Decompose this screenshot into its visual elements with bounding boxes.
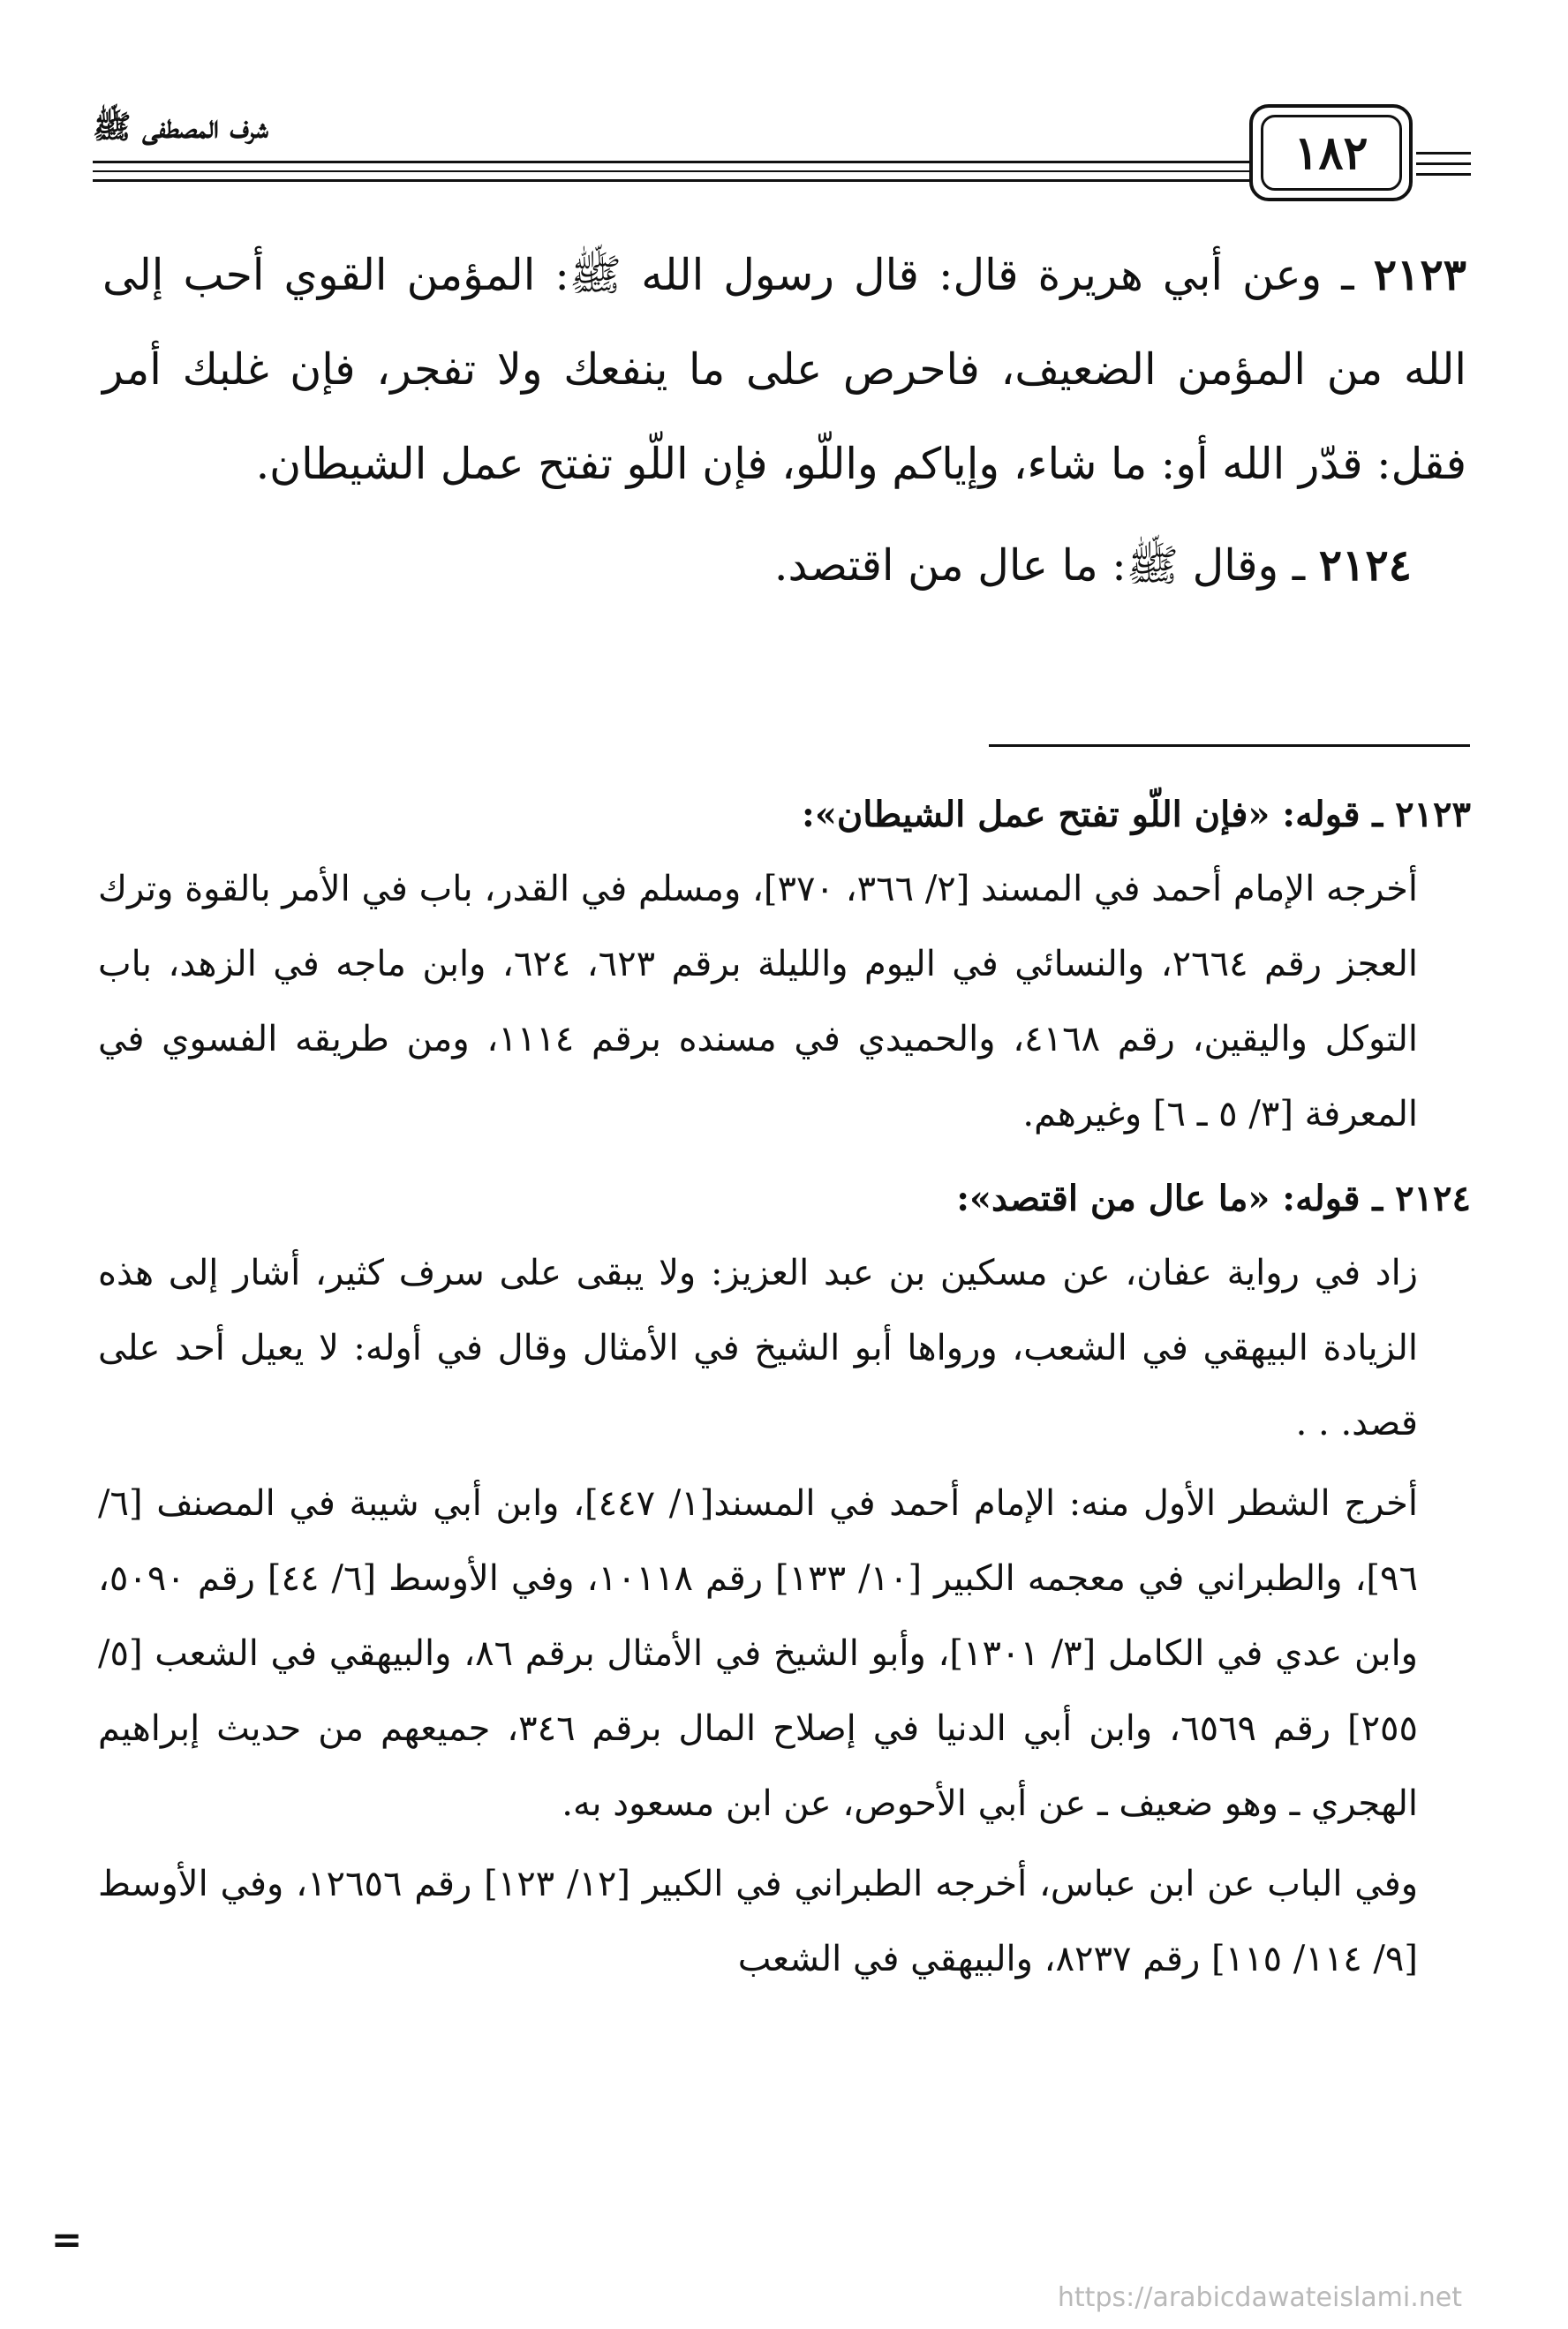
footnote-text: وفي الباب عن ابن عباس، أخرجه الطبراني في الكبير [١٢/ ١٢٣] رقم ١٢٦٥٦، وفي الأوسط [٩/ ١١٤/ ١١٥] رقم ٨٢٣٧، والبيهقي في الشعب: [98, 1864, 1419, 1979]
continuation-mark: =: [51, 2218, 83, 2261]
hadith-paragraph: [102, 228, 1466, 511]
header-rule: [93, 161, 1249, 163]
header-rule: [1416, 152, 1471, 155]
hadith-text: ـ وعن أبي هريرة قال: قال رسول الله ﷺ: المؤمن القوي أحب إلى الله من المؤمن الضعيف، فاحرص على ما ينفعك ولا تفجر، فإن غلبك أمر فقل: قدّر الله أو: ما شاء، وإياكم واللّو، فإن اللّو تفتح عمل الشيطان.: [102, 250, 1466, 489]
hadith-number: ٢١٢٤: [1318, 539, 1412, 591]
hadith-text: ـ وقال ﷺ: ما عال من اقتصد.: [773, 540, 1319, 591]
footnote-text: أخرج الشطر الأول منه: الإمام أحمد في المسند[١/ ٤٤٧]، وابن أبي شيبة في المصنف [٦/ ٩٦]، والطبراني في معجمه الكبير [١٠/ ١٣٣] رقم ١٠١١٨، وفي الأوسط [٦/ ٤٤] رقم ٥٠٩٠، وابن عدي في الكامل [٣/ ١٣٠١]، وأبو الشيخ في الأمثال برقم ٨٦، والبيهقي في الشعب [٥/ ٢٥٥] رقم ٦٥٦٩، وابن أبي الدنيا في إصلاح المال برقم ٣٤٦، جميعهم من حديث إبراهيم الهجري ـ وهو ضعيف ـ عن أبي الأحوص، عن ابن مسعود به.: [98, 1483, 1419, 1824]
page-header: [93, 88, 1470, 194]
page-number: ١٨٢: [1261, 115, 1402, 191]
running-title: شرف المصطفى ﷺ: [93, 109, 268, 146]
header-rule: [1416, 173, 1471, 176]
main-text: [102, 228, 1466, 620]
hadith-paragraph: [102, 518, 1466, 613]
footnote-text: أخرجه الإمام أحمد في المسند [٢/ ٣٦٦، ٣٧٠]، ومسلم في القدر، باب في الأمر بالقوة وترك العجز رقم ٢٦٦٤، والنسائي في اليوم والليلة برقم ٦٢٣، ٦٢٤، وابن ماجه في الزهد، باب التوكل واليقين، رقم ٤١٦٨، والحميدي في مسنده برقم ١١١٤، ومن طريقه الفسوي في المعرفة [٣/ ٥ ـ ٦] وغيرهم.: [98, 869, 1419, 1134]
footnotes: [98, 768, 1471, 2002]
footnote-separator: [989, 744, 1470, 747]
header-rule: [93, 170, 1249, 172]
watermark: https://arabicdawateislami.net: [1057, 2282, 1462, 2313]
hadith-number: ٢١٢٣: [1373, 249, 1466, 300]
footnote-text: زاد في رواية عفان، عن مسكين بن عبد العزيز: ولا يبقى على سرف كثير، أشار إلى هذه الزيادة البيهقي في الشعب، ورواها أبو الشيخ في الأمثال وقال في أوله: لا يعيل أحد على قصد. . .: [98, 1253, 1418, 1443]
footnote-heading: ٢١٢٣ ـ قوله: «فإن اللّو تفتح عمل الشيطان»:: [802, 794, 1471, 835]
header-rule: [93, 179, 1249, 182]
page-number-frame: [1249, 104, 1413, 201]
footnote-heading: ٢١٢٤ ـ قوله: «ما عال من اقتصد»:: [956, 1178, 1471, 1219]
header-rule: [1416, 162, 1471, 165]
